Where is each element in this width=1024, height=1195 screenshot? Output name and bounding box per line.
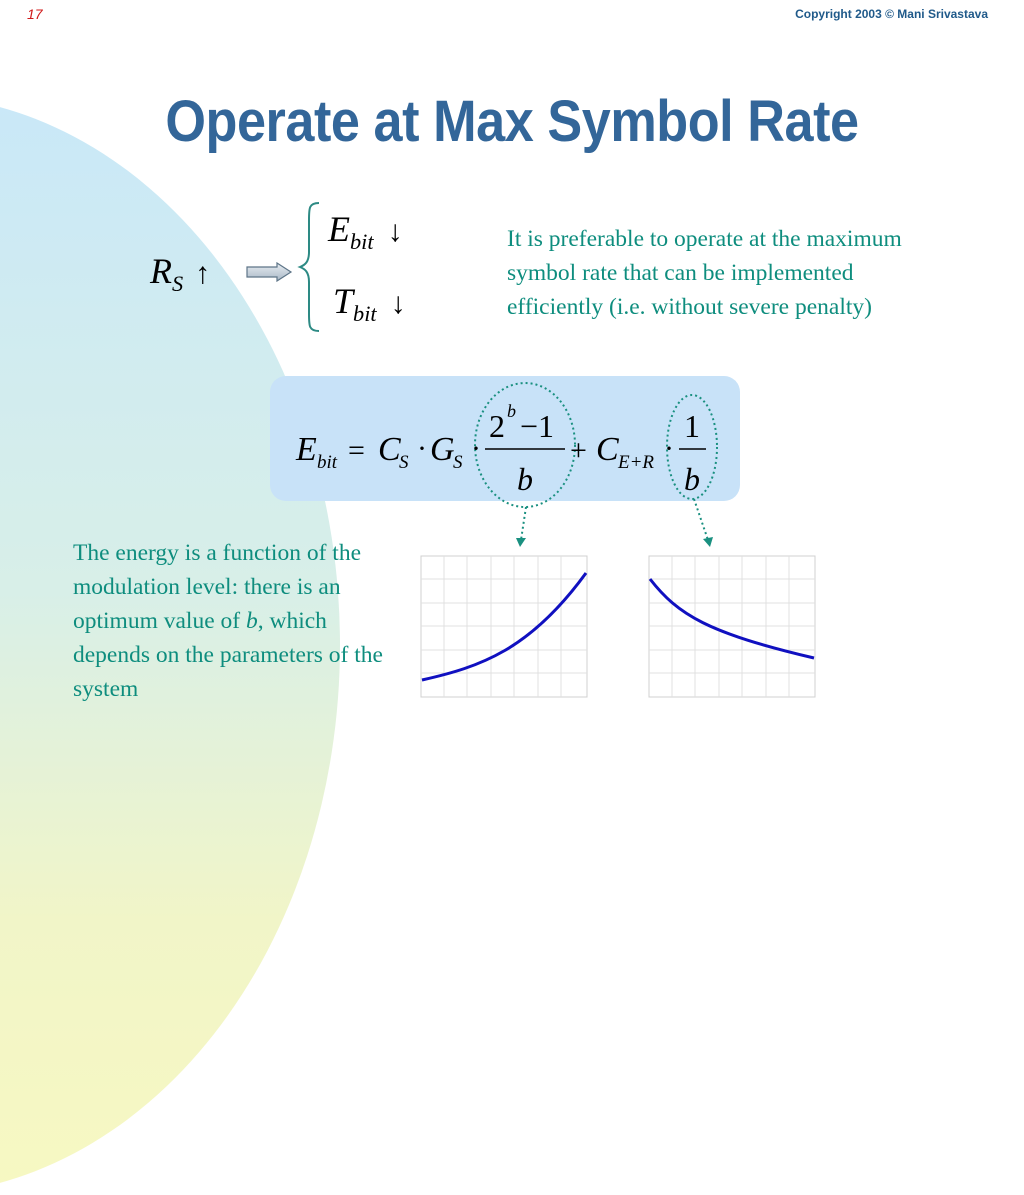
denominator: b [684,461,700,497]
equals-sign: = [348,434,365,467]
energy-text-variable: b [245,608,258,634]
energy-text-end: , which depends on the parameters of the system [73,608,383,702]
dot-operator: · [471,432,481,465]
rs-subscript: S [172,270,184,296]
c-subscript: S [399,452,409,473]
description-text: It is preferable to operate at the maximum symbol rate that can be implemented efficiently (i.e. without severe penalty) [507,226,902,320]
c2-subscript: E+R [618,452,655,473]
numerator-base: 2 [489,408,505,444]
ebit-symbol: E [328,209,350,249]
arrowhead-icon [703,537,713,547]
denominator: b [517,461,533,497]
dot-operator: · [664,432,674,465]
lhs-symbol: E [296,431,317,468]
tbit-subscript: bit [353,300,377,326]
arrowhead-icon [516,538,526,547]
up-arrow-icon: ↑ [195,257,211,290]
dot-operator: · [417,432,427,465]
numerator-rest: −1 [520,408,555,444]
copyright-notice: Copyright 2003 © Mani Srivastava [795,7,988,21]
g-subscript: S [453,452,463,473]
c-symbol: C [378,431,401,468]
rs-symbol: R [150,251,172,291]
connector-right [694,499,708,540]
connector-left [521,507,526,540]
plus-sign: + [570,434,587,467]
lhs-subscript: bit [317,452,338,473]
down-arrow-icon: ↓ [387,215,403,248]
slide-title: Operate at Max Symbol Rate [165,89,859,154]
energy-text-start: The energy is a function of the modulation level: there is an optimum value of [73,540,362,634]
tbit-symbol: T [333,281,354,321]
numerator-exponent: b [507,401,516,421]
slide-number: 17 [27,6,43,22]
down-arrow-icon: ↓ [390,287,406,320]
c2-symbol: C [596,431,619,468]
g-symbol: G [430,431,455,468]
ebit-subscript: bit [350,228,374,254]
numerator-one: 1 [684,408,700,444]
